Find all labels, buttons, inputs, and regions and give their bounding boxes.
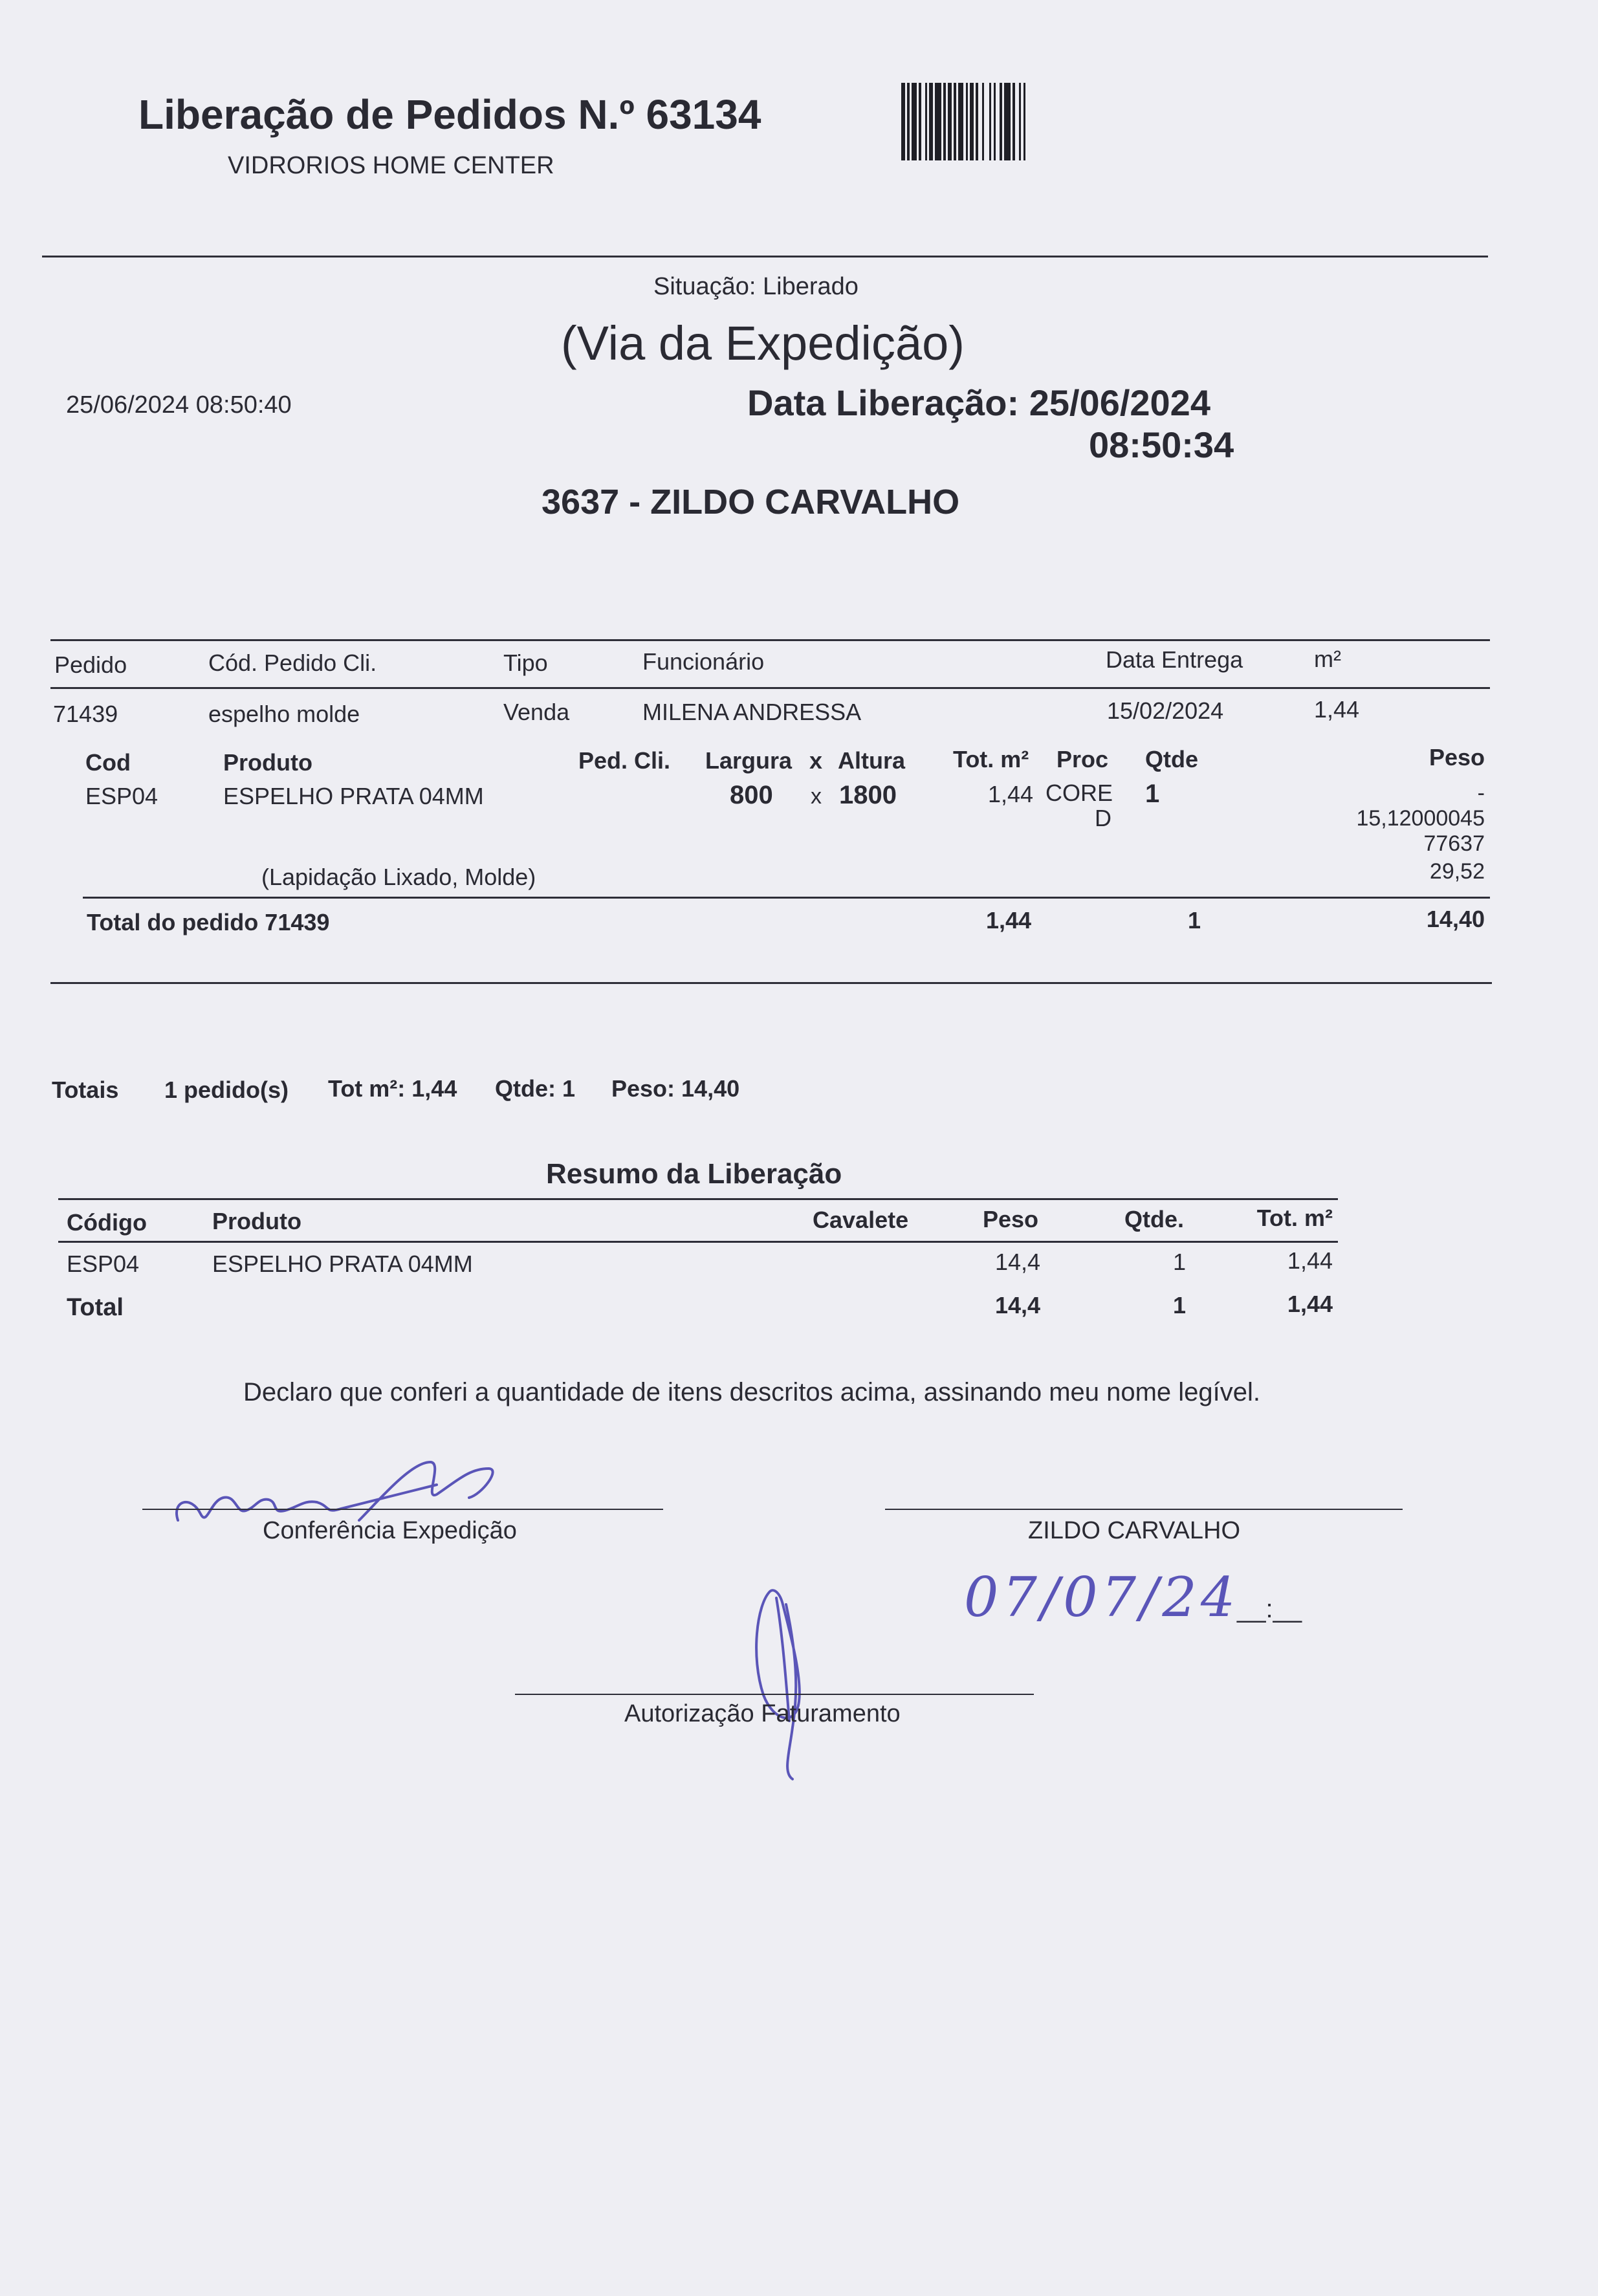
col-header-pedido: Pedido (54, 651, 127, 678)
barcode (901, 83, 1156, 160)
summary-header-qtde: Qtde. (1124, 1206, 1185, 1232)
summary-total-qtde: 1 (1173, 1292, 1187, 1318)
item-header-ped-cli: Ped. Cli. (578, 747, 671, 774)
item-peso-line2: 15,12000045 (1356, 806, 1485, 831)
autorizacao-signature-line (515, 1694, 1034, 1695)
print-timestamp: 25/06/2024 08:50:40 (66, 391, 292, 419)
order-total-peso: 14,40 (1426, 906, 1485, 932)
conferencia-signature-line (142, 1509, 663, 1510)
copy-label: (Via da Expedição) (561, 316, 965, 370)
item-qtde: 1 (1145, 780, 1160, 808)
summary-title: Resumo da Liberação (546, 1158, 842, 1190)
col-header-m2: m² (1314, 646, 1341, 672)
delivery-date: 15/02/2024 (1107, 697, 1224, 724)
client-order-code: espelho molde (208, 701, 360, 727)
totals-orders: 1 pedido(s) (164, 1077, 289, 1103)
time-blank: __:__ (1237, 1595, 1302, 1623)
header-divider (42, 256, 1488, 257)
item-dimension-x: x (811, 784, 822, 809)
release-date: Data Liberação: 25/06/2024 (747, 382, 1210, 423)
section-divider (50, 982, 1492, 984)
declaration-text: Declaro que conferi a quantidade de itens descritos acima, assinando meu nome legível. (243, 1378, 1261, 1406)
item-header-proc: Proc (1056, 746, 1109, 772)
item-header-x: x (809, 747, 823, 774)
order-number: 71439 (53, 701, 118, 727)
item-proc-line1: CORE (1045, 780, 1113, 806)
item-header-qtde: Qtde (1145, 746, 1199, 772)
summary-total-peso: 14,4 (995, 1292, 1041, 1318)
autorizacao-label: Autorização Faturamento (624, 1700, 901, 1727)
item-peso-line1: - (1477, 781, 1485, 805)
totals-label: Totais (52, 1077, 119, 1103)
item-header-produto: Produto (223, 749, 312, 776)
item-code: ESP04 (85, 783, 159, 809)
item-tot-m2: 1,44 (988, 781, 1034, 807)
orders-table-top-line (50, 639, 1490, 641)
item-header-largura: Largura (705, 747, 793, 774)
item-header-cod: Cod (85, 749, 131, 776)
client-signature-line (885, 1509, 1403, 1510)
summary-top-line (58, 1198, 1338, 1200)
autorizacao-signature (738, 1579, 841, 1786)
item-peso-line4: 29,52 (1429, 859, 1485, 884)
item-note: (Lapidação Lixado, Molde) (261, 864, 536, 890)
summary-row-qtde: 1 (1173, 1249, 1187, 1275)
summary-row-tot-m2: 1,44 (1287, 1247, 1333, 1274)
item-header-altura: Altura (838, 747, 906, 774)
order-m2: 1,44 (1314, 696, 1360, 723)
client-signature-name: ZILDO CARVALHO (1028, 1517, 1241, 1544)
item-width: 800 (730, 781, 773, 809)
item-proc-line2: D (1095, 805, 1111, 831)
summary-row-peso: 14,4 (995, 1249, 1041, 1275)
summary-header-cavalete: Cavalete (813, 1207, 909, 1233)
summary-header-line (58, 1241, 1338, 1243)
orders-table-header-line (50, 687, 1490, 689)
order-total-qtde: 1 (1188, 907, 1201, 934)
item-peso-line3: 77637 (1423, 831, 1485, 856)
employee-name: MILENA ANDRESSA (642, 699, 862, 725)
items-total-line (83, 897, 1490, 899)
summary-header-codigo: Código (67, 1209, 147, 1236)
summary-row-codigo: ESP04 (67, 1251, 140, 1277)
totals-m2: Tot m²: 1,44 (328, 1075, 457, 1102)
item-header-peso: Peso (1428, 744, 1485, 771)
status-text: Situação: Liberado (653, 273, 859, 300)
summary-header-peso: Peso (983, 1206, 1039, 1232)
summary-total-tot-m2: 1,44 (1287, 1291, 1333, 1317)
summary-row-produto: ESPELHO PRATA 04MM (212, 1251, 473, 1277)
order-type: Venda (503, 699, 570, 725)
summary-total-label: Total (67, 1294, 124, 1321)
item-header-tot-m2: Tot. m² (953, 746, 1029, 772)
totals-qtde: Qtde: 1 (495, 1075, 576, 1102)
document-title: Liberação de Pedidos N.º 63134 (138, 91, 761, 138)
order-total-m2: 1,44 (986, 907, 1032, 934)
conferencia-label: Conferência Expedição (263, 1517, 517, 1544)
order-total-label: Total do pedido 71439 (87, 909, 330, 935)
summary-header-tot-m2: Tot. m² (1256, 1205, 1333, 1231)
totals-peso: Peso: 14,40 (611, 1075, 740, 1102)
company-name: VIDRORIOS HOME CENTER (228, 152, 554, 179)
col-header-tipo: Tipo (503, 650, 548, 676)
col-header-data-entrega: Data Entrega (1106, 646, 1243, 673)
client-name: 3637 - ZILDO CARVALHO (542, 483, 960, 521)
release-time: 08:50:34 (1089, 424, 1234, 465)
col-header-cod-pedido-cli: Cód. Pedido Cli. (208, 650, 377, 676)
col-header-funcionario: Funcionário (642, 648, 765, 675)
handwritten-date: 07/07/24 (964, 1566, 1240, 1629)
item-height: 1800 (839, 781, 897, 809)
summary-header-produto: Produto (212, 1208, 301, 1234)
item-product: ESPELHO PRATA 04MM (223, 783, 484, 809)
